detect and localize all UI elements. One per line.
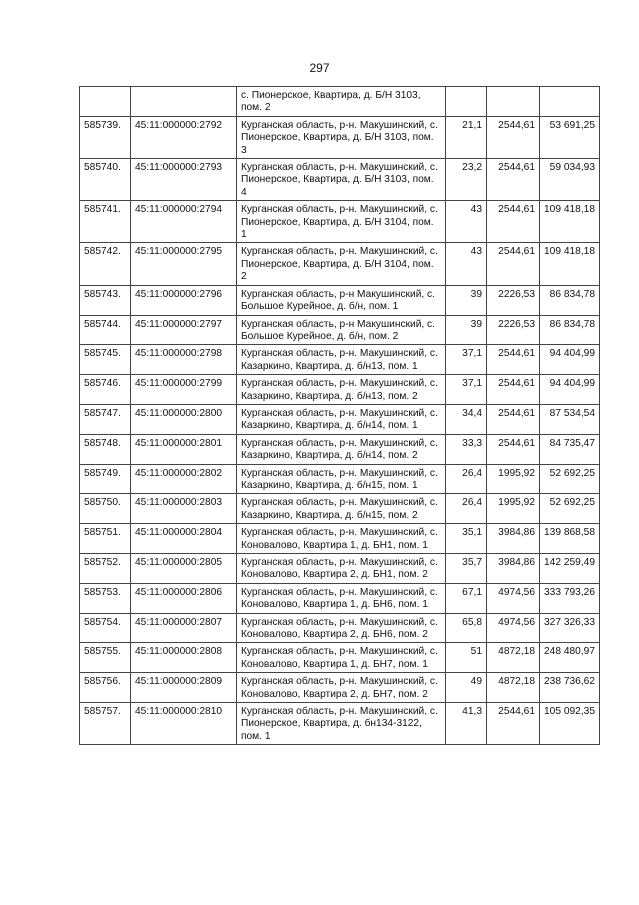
cadastral-rate: 2544,61 <box>487 434 540 464</box>
property-address: Курганская область, р-н Макушинский, с. Большое Курейное, д. б/н, пом. 1 <box>237 285 446 315</box>
cadastral-value: 86 834,78 <box>540 315 600 345</box>
cadastral-value: 52 692,25 <box>540 494 600 524</box>
table-row <box>80 87 600 117</box>
area-value: 34,4 <box>446 404 487 434</box>
cadastral-rate: 2226,53 <box>487 285 540 315</box>
property-address: Курганская область, р-н. Макушинский, с. Пионерское, Квартира, д. Б/Н 3103, пом. 4 <box>237 159 446 201</box>
property-address: Курганская область, р-н. Макушинский, с. Казаркино, Квартира, д. б/н14, пом. 1 <box>237 404 446 434</box>
cadastral-value: 109 418,18 <box>540 201 600 243</box>
row-number: 585747. <box>80 404 131 434</box>
cadastral-number: 45:11:000000:2800 <box>131 404 237 434</box>
row-number: 585751. <box>80 524 131 554</box>
property-address: Курганская область, р-н. Макушинский, с. Коновалово, Квартира 1, д. БН6, пом. 1 <box>237 583 446 613</box>
property-address: Курганская область, р-н. Макушинский, с. Пионерское, Квартира, д. бн134-3122, пом. 1 <box>237 703 446 745</box>
table-row <box>80 404 600 434</box>
cadastral-rate: 4974,56 <box>487 613 540 643</box>
table-row <box>80 345 600 375</box>
cadastral-number: 45:11:000000:2806 <box>131 583 237 613</box>
table-row <box>80 703 600 745</box>
property-address: Курганская область, р-н. Макушинский, с. Казаркино, Квартира, д. б/н15, пом. 1 <box>237 464 446 494</box>
area-value: 23,2 <box>446 159 487 201</box>
cadastral-value: 94 404,99 <box>540 375 600 405</box>
cadastral-value: 139 868,58 <box>540 524 600 554</box>
cadastral-value: 87 534,54 <box>540 404 600 434</box>
table-row <box>80 375 600 405</box>
row-number: 585755. <box>80 643 131 673</box>
cadastral-rate: 3984,86 <box>487 554 540 584</box>
property-address: с. Пионерское, Квартира, д. Б/Н 3103, пом. 2 <box>237 87 446 117</box>
area-value: 35,1 <box>446 524 487 554</box>
cadastral-value: 105 092,35 <box>540 703 600 745</box>
property-address: Курганская область, р-н. Макушинский, с. Пионерское, Квартира, д. Б/Н 3104, пом. 1 <box>237 201 446 243</box>
cadastral-rate: 4974,56 <box>487 583 540 613</box>
area-value <box>446 87 487 117</box>
area-value: 39 <box>446 315 487 345</box>
registry-table-body <box>80 87 600 745</box>
property-address: Курганская область, р-н. Макушинский, с. Коновалово, Квартира 1, д. БН1, пом. 1 <box>237 524 446 554</box>
table-row <box>80 583 600 613</box>
area-value: 37,1 <box>446 375 487 405</box>
cadastral-value: 94 404,99 <box>540 345 600 375</box>
cadastral-value: 333 793,26 <box>540 583 600 613</box>
area-value: 43 <box>446 243 487 285</box>
cadastral-rate: 2544,61 <box>487 404 540 434</box>
row-number: 585743. <box>80 285 131 315</box>
property-address: Курганская область, р-н. Макушинский, с. Пионерское, Квартира, д. Б/Н 3104, пом. 2 <box>237 243 446 285</box>
cadastral-number: 45:11:000000:2807 <box>131 613 237 643</box>
row-number: 585746. <box>80 375 131 405</box>
cadastral-rate: 2544,61 <box>487 703 540 745</box>
row-number: 585756. <box>80 673 131 703</box>
property-address: Курганская область, р-н. Макушинский, с. Коновалово, Квартира 2, д. БН6, пом. 2 <box>237 613 446 643</box>
area-value: 26,4 <box>446 464 487 494</box>
table-row <box>80 554 600 584</box>
area-value: 37,1 <box>446 345 487 375</box>
cadastral-number: 45:11:000000:2799 <box>131 375 237 405</box>
cadastral-number: 45:11:000000:2796 <box>131 285 237 315</box>
cadastral-value <box>540 87 600 117</box>
cadastral-rate: 1995,92 <box>487 494 540 524</box>
row-number: 585745. <box>80 345 131 375</box>
page-number: 297 <box>309 61 330 75</box>
table-row <box>80 494 600 524</box>
cadastral-rate: 4872,18 <box>487 673 540 703</box>
area-value: 49 <box>446 673 487 703</box>
table-row <box>80 315 600 345</box>
table-row <box>80 116 600 158</box>
table-row <box>80 524 600 554</box>
property-address: Курганская область, р-н. Макушинский, с. Казаркино, Квартира, д. б/н14, пом. 2 <box>237 434 446 464</box>
table-row <box>80 673 600 703</box>
cadastral-value: 52 692,25 <box>540 464 600 494</box>
area-value: 51 <box>446 643 487 673</box>
row-number: 585749. <box>80 464 131 494</box>
area-value: 43 <box>446 201 487 243</box>
row-number: 585739. <box>80 116 131 158</box>
registry-table <box>79 86 600 745</box>
cadastral-rate: 2544,61 <box>487 201 540 243</box>
cadastral-number: 45:11:000000:2809 <box>131 673 237 703</box>
cadastral-number: 45:11:000000:2810 <box>131 703 237 745</box>
cadastral-value: 142 259,49 <box>540 554 600 584</box>
cadastral-number: 45:11:000000:2802 <box>131 464 237 494</box>
property-address: Курганская область, р-н. Макушинский, с. Пионерское, Квартира, д. Б/Н 3103, пом. 3 <box>237 116 446 158</box>
row-number: 585742. <box>80 243 131 285</box>
table-row <box>80 243 600 285</box>
property-address: Курганская область, р-н Макушинский, с. Большое Курейное, д. б/н, пом. 2 <box>237 315 446 345</box>
property-address: Курганская область, р-н. Макушинский, с. Коновалово, Квартира 2, д. БН1, пом. 2 <box>237 554 446 584</box>
area-value: 41,3 <box>446 703 487 745</box>
cadastral-number: 45:11:000000:2797 <box>131 315 237 345</box>
cadastral-rate <box>487 87 540 117</box>
cadastral-rate: 2544,61 <box>487 116 540 158</box>
row-number: 585753. <box>80 583 131 613</box>
area-value: 35,7 <box>446 554 487 584</box>
cadastral-number <box>131 87 237 117</box>
row-number: 585741. <box>80 201 131 243</box>
table-row <box>80 464 600 494</box>
cadastral-value: 327 326,33 <box>540 613 600 643</box>
cadastral-number: 45:11:000000:2794 <box>131 201 237 243</box>
row-number <box>80 87 131 117</box>
cadastral-value: 238 736,62 <box>540 673 600 703</box>
cadastral-number: 45:11:000000:2805 <box>131 554 237 584</box>
row-number: 585757. <box>80 703 131 745</box>
cadastral-rate: 2544,61 <box>487 375 540 405</box>
cadastral-number: 45:11:000000:2792 <box>131 116 237 158</box>
row-number: 585750. <box>80 494 131 524</box>
area-value: 26,4 <box>446 494 487 524</box>
cadastral-rate: 4872,18 <box>487 643 540 673</box>
property-address: Курганская область, р-н. Макушинский, с. Коновалово, Квартира 2, д. БН7, пом. 2 <box>237 673 446 703</box>
table-row <box>80 643 600 673</box>
cadastral-number: 45:11:000000:2793 <box>131 159 237 201</box>
property-address: Курганская область, р-н. Макушинский, с. Казаркино, Квартира, д. б/н15, пом. 2 <box>237 494 446 524</box>
area-value: 67,1 <box>446 583 487 613</box>
cadastral-value: 248 480,97 <box>540 643 600 673</box>
table-row <box>80 434 600 464</box>
area-value: 65,8 <box>446 613 487 643</box>
cadastral-number: 45:11:000000:2798 <box>131 345 237 375</box>
cadastral-value: 86 834,78 <box>540 285 600 315</box>
cadastral-number: 45:11:000000:2808 <box>131 643 237 673</box>
cadastral-value: 84 735,47 <box>540 434 600 464</box>
cadastral-number: 45:11:000000:2801 <box>131 434 237 464</box>
cadastral-number: 45:11:000000:2795 <box>131 243 237 285</box>
row-number: 585752. <box>80 554 131 584</box>
row-number: 585740. <box>80 159 131 201</box>
property-address: Курганская область, р-н. Макушинский, с. Коновалово, Квартира 1, д. БН7, пом. 1 <box>237 643 446 673</box>
area-value: 33,3 <box>446 434 487 464</box>
cadastral-number: 45:11:000000:2804 <box>131 524 237 554</box>
cadastral-value: 59 034,93 <box>540 159 600 201</box>
cadastral-rate: 3984,86 <box>487 524 540 554</box>
table-row <box>80 285 600 315</box>
table-row <box>80 159 600 201</box>
row-number: 585754. <box>80 613 131 643</box>
cadastral-rate: 1995,92 <box>487 464 540 494</box>
property-address: Курганская область, р-н. Макушинский, с. Казаркино, Квартира, д. б/н13, пом. 2 <box>237 375 446 405</box>
cadastral-rate: 2544,61 <box>487 243 540 285</box>
cadastral-value: 109 418,18 <box>540 243 600 285</box>
area-value: 21,1 <box>446 116 487 158</box>
cadastral-rate: 2544,61 <box>487 345 540 375</box>
cadastral-rate: 2226,53 <box>487 315 540 345</box>
cadastral-number: 45:11:000000:2803 <box>131 494 237 524</box>
table-row <box>80 613 600 643</box>
property-address: Курганская область, р-н. Макушинский, с. Казаркино, Квартира, д. б/н13, пом. 1 <box>237 345 446 375</box>
row-number: 585748. <box>80 434 131 464</box>
table-row <box>80 201 600 243</box>
row-number: 585744. <box>80 315 131 345</box>
cadastral-value: 53 691,25 <box>540 116 600 158</box>
area-value: 39 <box>446 285 487 315</box>
cadastral-rate: 2544,61 <box>487 159 540 201</box>
